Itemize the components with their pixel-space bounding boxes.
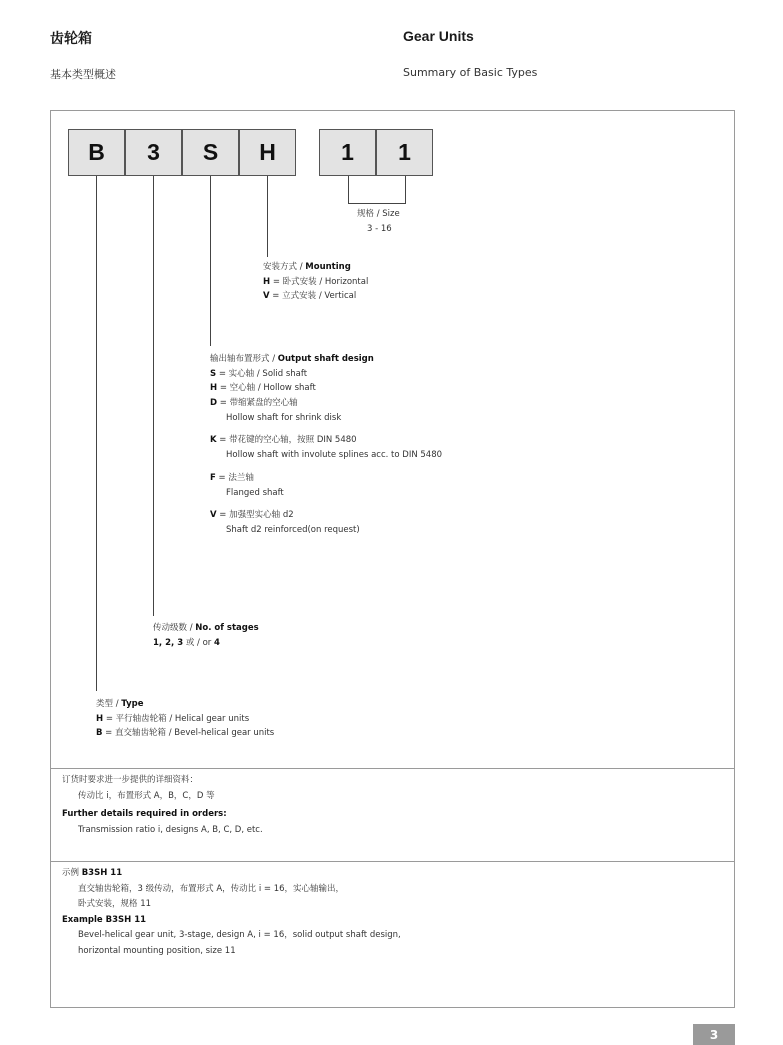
size-range: 3 - 16 <box>367 224 392 234</box>
output-shaft-v: V = 加强型实心轴 d2 Shaft d2 reinforced(on request) <box>210 510 360 535</box>
code-box-mounting: H <box>239 129 296 176</box>
code-box-stages: 3 <box>125 129 182 176</box>
page-title-cn: 齿轮箱 <box>50 31 92 47</box>
code-box-type: B <box>68 129 125 176</box>
code-box-size-digit-2: 1 <box>376 129 433 176</box>
page-subtitle-cn: 基本类型概述 <box>50 68 116 81</box>
leader-line-type <box>96 176 97 691</box>
mounting-block: 安装方式 / Mounting H = 卧式安装 / Horizontal V = 立式安装 / Vertical <box>263 262 369 302</box>
output-shaft-k: K = 带花键的空心轴，按照 DIN 5480 Hollow shaft with involute splines acc. to DIN 5480 <box>210 435 443 460</box>
leader-line-output-shaft <box>210 176 211 346</box>
output-shaft-block: 输出轴布置形式 / Output shaft design S = 实心轴 / Solid shaft H = 空心轴 / Hollow shaft D = 带缩紧盘的空心轴 Hollow shaft for shrink disk <box>210 354 374 423</box>
section-divider <box>51 768 734 769</box>
leader-line-size-1 <box>348 176 349 204</box>
leader-line-size-2 <box>405 176 406 204</box>
code-box-output-shaft: S <box>182 129 239 176</box>
leader-line-stages <box>153 176 154 616</box>
output-shaft-f: F = 法兰轴 Flanged shaft <box>210 473 284 498</box>
page-subtitle-en: Summary of Basic Types <box>403 66 538 79</box>
page-title-en: Gear Units <box>403 28 474 44</box>
example-section: 示例 B3SH 11 直交轴齿轮箱，3 级传动，布置形式 A，传动比 i = 16，实心轴输出， 卧式安装，规格 11 Example B3SH 11 Bevel-helical gear unit, 3-stage, design A, i = 16，solid output shaft design, horizontal mounting position, size 11 <box>62 868 401 956</box>
code-box-size-digit-1: 1 <box>319 129 376 176</box>
page-number: 3 <box>693 1024 735 1045</box>
leader-line-size-join <box>348 203 406 204</box>
type-block: 类型 / Type H = 平行轴齿轮箱 / Helical gear units B = 直交轴齿轮箱 / Bevel-helical gear units <box>96 699 275 739</box>
leader-line-mounting <box>267 176 268 257</box>
stages-block: 传动级数 / No. of stages 1, 2, 3 或 / or 4 <box>153 623 259 648</box>
order-details-section: 订货时要求进一步提供的详细资料： 传动比 i，布置形式 A，B，C，D 等 Further details required in orders: Transmission ratio i, designs A, B, C, D, etc. <box>62 775 263 835</box>
section-divider <box>51 861 734 862</box>
size-label: 规格 / Size <box>357 209 400 219</box>
